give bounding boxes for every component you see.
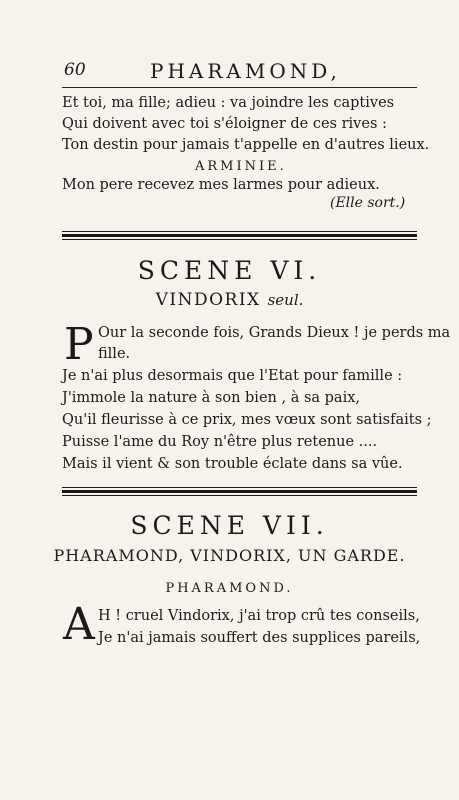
character-name: VINDORIX	[155, 290, 261, 310]
drop-cap: P	[64, 319, 94, 370]
verse-line: Et toi, ma fille; adieu : va joindre les captives	[62, 95, 395, 111]
verse-line: Qu'il fleurisse à ce prix, mes vœux sont satisfaits ;	[62, 412, 432, 428]
page-number: 60	[64, 60, 86, 80]
verse-line: Je n'ai plus desormais que l'Etat pour famille :	[62, 368, 403, 384]
verse-line: fille.	[98, 346, 131, 362]
stage-direction: (Elle sort.)	[330, 195, 406, 211]
running-title: PHARAMOND,	[150, 59, 341, 83]
verse-line: Mon pere recevez mes larmes pour adieux.	[62, 177, 380, 193]
verse-line: Our la seconde fois, Grands Dieux ! je perds ma	[98, 325, 451, 341]
character-note: seul.	[267, 291, 304, 309]
verse-line: Je n'ai jamais souffert des supplices pareils,	[98, 630, 421, 646]
scene-characters	[0, 290, 459, 310]
verse-line: J'immole la nature à son bien , à sa paix,	[62, 390, 360, 406]
scene-characters: PHARAMOND, VINDORIX, UN GARDE.	[53, 546, 406, 565]
verse-line: Puisse l'ame du Roy n'être plus retenue ....	[62, 434, 378, 450]
speaker-name: PHARAMOND.	[165, 581, 294, 596]
speaker-name: ARMINIE.	[195, 159, 287, 174]
scene-divider	[62, 231, 417, 240]
scene-title: SCENE VII.	[130, 511, 329, 540]
drop-cap: A	[63, 599, 95, 650]
scene-divider	[62, 487, 417, 496]
verse-line: Ton destin pour jamais t'appelle en d'autres lieux.	[62, 137, 430, 153]
verse-line: H ! cruel Vindorix, j'ai trop crû tes conseils,	[98, 608, 420, 624]
verse-line: Mais il vient & son trouble éclate dans sa vûe.	[62, 456, 403, 472]
header-rule	[62, 87, 417, 88]
scene-title: SCENE VI.	[137, 256, 322, 285]
verse-line: Qui doivent avec toi s'éloigner de ces rives :	[62, 116, 387, 132]
